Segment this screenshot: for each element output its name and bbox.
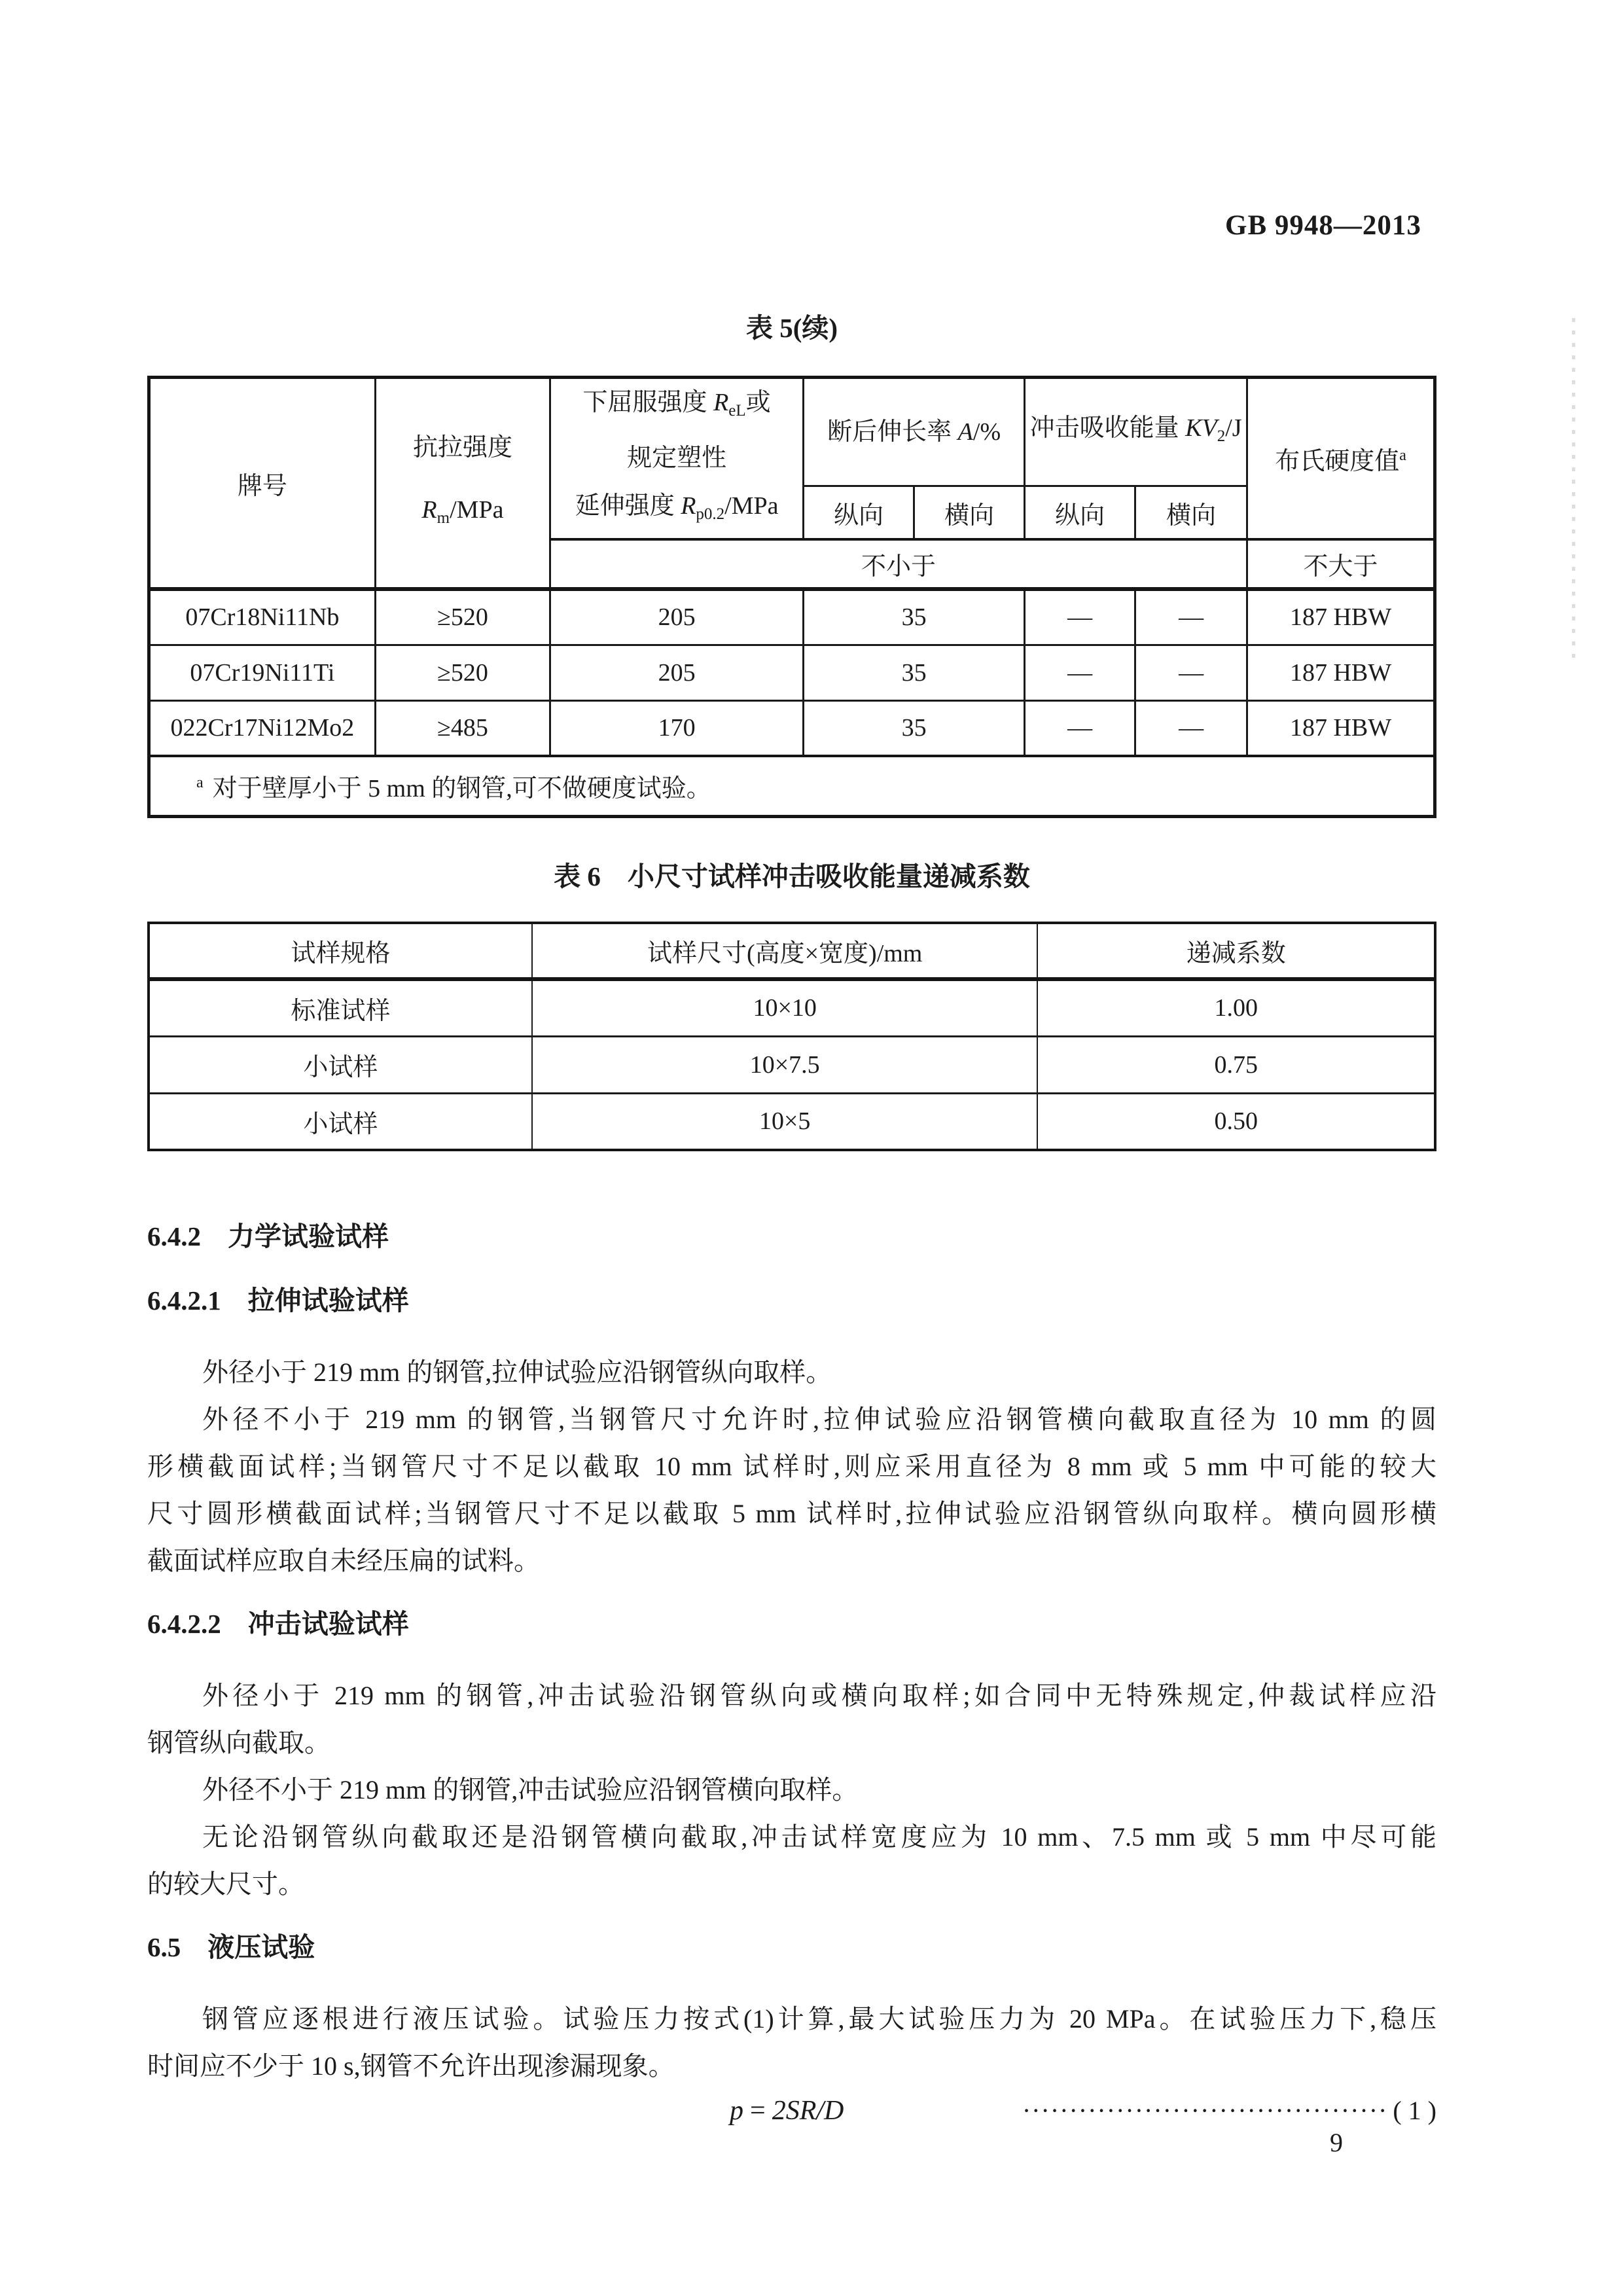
table-cell: 小试样 [149,1093,532,1150]
subheader-longitudinal: 纵向 [1025,486,1135,539]
header-yield-strength: 下屈服强度 $R_{eL}$或 规定塑性 延伸强度 $R_{p0.2}$/MPa [550,378,804,540]
paragraph-line: 形横截面试样;当钢管尺寸不足以截取 10 mm 试样时,则应采用直径为 8 mm 或 5 mm 中可能的较大 [147,1452,1436,1481]
table-cell: 35 [804,589,1025,645]
scan-artifact [1572,318,1575,658]
formula-number: ( 1 ) [1393,2096,1436,2125]
section-heading-6-5: 6.5 液压试验 [147,1932,315,1962]
section-heading-6-4-2-1: 6.4.2.1 拉伸试验试样 [147,1285,409,1316]
table5-title: 表 5(续) [745,313,838,343]
table-cell: 022Cr17Ni12Mo2 [149,700,376,756]
body-text [147,1208,1436,2136]
paragraph-line: 钢管纵向截取。 [147,1728,330,1757]
subheader-transverse: 横向 [914,486,1025,539]
table-cell: — [1135,700,1247,756]
header-grade: 牌号 [149,378,376,590]
subheader-longitudinal: 纵向 [804,486,914,539]
table-cell: 205 [550,589,804,645]
subheader-transverse: 横向 [1135,486,1247,539]
table-cell: 0.75 [1037,1036,1435,1093]
section-heading-6-4-2: 6.4.2 力学试验试样 [147,1221,389,1251]
paragraph-line: 外径不小于 219 mm 的钢管,冲击试验应沿钢管横向取样。 [202,1775,859,1804]
limit-not-greater-than: 不大于 [1247,539,1435,589]
table-cell: ≥520 [375,589,550,645]
table-row [149,645,1435,700]
header-impact-energy: 冲击吸收能量 $KV_2/J$ [1025,378,1247,486]
header-specimen-type: 试样规格 [149,923,532,979]
section-heading-6-4-2-2: 6.4.2.2 冲击试验试样 [147,1609,409,1639]
paragraph-line: 的较大尺寸。 [147,1869,304,1899]
table-row [149,589,1435,645]
table-cell: 标准试样 [149,979,532,1036]
table-cell: 10×10 [532,979,1038,1036]
table-cell: 187 HBW [1247,645,1435,700]
footnote-marker: a [196,774,204,792]
table-cell: 205 [550,645,804,700]
paragraph-line: 外径小于 219 mm 的钢管,冲击试验沿钢管纵向或横向取样;如合同中无特殊规定,仲裁试样应沿 [202,1681,1436,1710]
table-cell: — [1135,645,1247,700]
table-row [149,700,1435,756]
header-brinell-hardness: 布氏硬度值$^a$ [1247,378,1435,540]
table-row [149,1036,1435,1093]
table5-footnote [149,756,1435,816]
table-row [149,1093,1435,1150]
paragraph-line: 外径不小于 219 mm 的钢管,当钢管尺寸允许时,拉伸试验应沿钢管横向截取直径为 10 mm 的圆 [202,1405,1436,1434]
header-tensile-label: 抗拉强度 [412,434,512,461]
header-tensile-symbol: $R_m$/MPa [421,496,504,527]
table-cell: 07Cr19Ni11Ti [149,645,376,700]
table5-mechanical-properties [147,376,1436,818]
paragraph-line: 无论沿钢管纵向截取还是沿钢管横向截取,冲击试样宽度应为 10 mm、7.5 mm 或 5 mm 中尽可能 [202,1822,1436,1852]
table-cell: — [1025,589,1135,645]
table-cell: 10×7.5 [532,1036,1038,1093]
table-row [149,979,1435,1036]
table-cell: — [1025,700,1135,756]
table-cell: 07Cr18Ni11Nb [149,589,376,645]
table6-title: 表 6 小尺寸试样冲击吸收能量递减系数 [554,861,1030,891]
paragraph-line: 外径小于 219 mm 的钢管,拉伸试验应沿钢管纵向取样。 [202,1357,832,1387]
paragraph-line: 截面试样应取自未经压扁的试料。 [147,1546,540,1575]
table-cell: 10×5 [532,1093,1038,1150]
table-cell: 0.50 [1037,1093,1435,1150]
table-cell: — [1025,645,1135,700]
table-cell: ≥485 [375,700,550,756]
table-cell: 187 HBW [1247,700,1435,756]
table-cell: — [1135,589,1247,645]
table-cell: 187 HBW [1247,589,1435,645]
footnote-text: 对于壁厚小于 5 mm 的钢管,可不做硬度试验。 [212,775,711,803]
paragraph-line: 尺寸圆形横截面试样;当钢管尺寸不足以截取 5 mm 试样时,拉伸试验应沿钢管纵向取样。横向圆形横 [147,1499,1436,1528]
formula-leader-dots: ······································· [1022,2096,1388,2125]
limit-not-less-than: 不小于 [550,539,1247,589]
table-cell: ≥520 [375,645,550,700]
standard-number: GB 9948—2013 [1225,210,1421,241]
table-cell: 35 [804,700,1025,756]
table6-impact-reduction-coefficients [147,922,1436,1151]
formula-1 [147,2086,1436,2136]
paragraph-line: 时间应不少于 10 s,钢管不允许出现渗漏现象。 [147,2051,675,2081]
table-cell: 小试样 [149,1036,532,1093]
paragraph-line: 钢管应逐根进行液压试验。试验压力按式(1)计算,最大试验压力为 20 MPa。在试验压力下,稳压 [202,2004,1436,2034]
header-specimen-size: 试样尺寸(高度×宽度)/mm [532,923,1038,979]
table-cell: 170 [550,700,804,756]
formula-expression: p = 2SR/D [730,2096,844,2126]
header-reduction-coefficient: 递减系数 [1037,923,1435,979]
page-number: 9 [1330,2128,1343,2157]
table-cell: 35 [804,645,1025,700]
header-elongation: 断后伸长率 A/% [804,378,1025,486]
header-tensile-strength [375,378,550,590]
table-cell: 1.00 [1037,979,1435,1036]
